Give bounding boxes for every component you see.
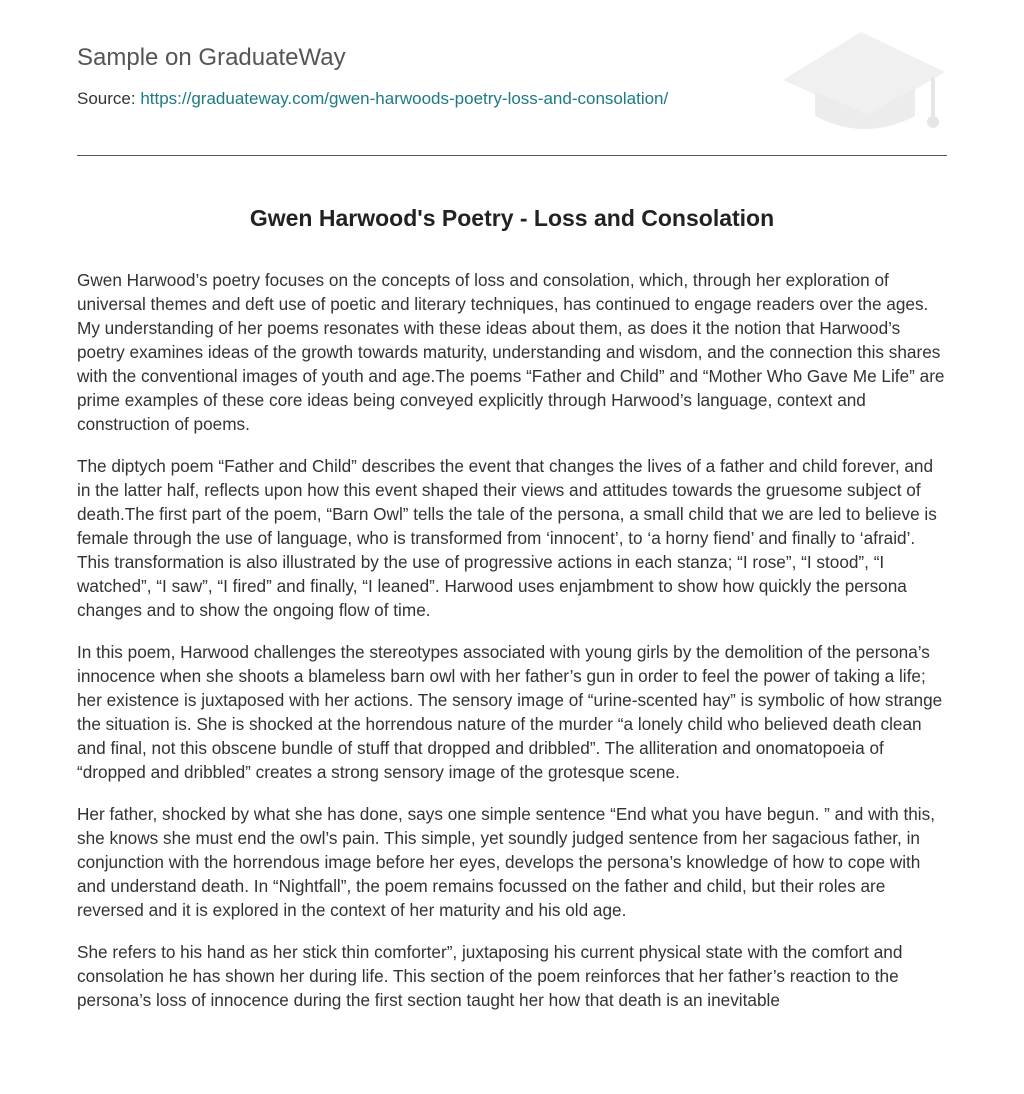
graduation-cap-icon [781, 30, 947, 134]
paragraph: In this poem, Harwood challenges the stereotypes associated with young girls by the demolition of the persona’s innocence when she shoots a blameless barn owl with her father’s gun in order to feel the power of taking a life; her existence is juxtaposed with her actions. The sensory image of “urine-scented hay” is symbolic of how strange the situation is. She is shocked at the horrendous nature of the murder “a lonely child who believed death clean and final, not this obscene bundle of stuff that dropped and dribbled”. The alliteration and onomatopoeia of “dropped and dribbled” creates a strong sensory image of the grotesque scene. [77, 642, 943, 782]
paragraph: Her father, shocked by what she has done, says one simple sentence “End what you have begun. ” and with this, she knows she must end the owl’s pain. This simple, yet soundly judged sentence from her sagacious father, in conjunction with the horrendous image before her eyes, develops the persona’s knowledge of how to cope with and understand death. In “Nightfall”, the poem remains focussed on the father and child, but their roles are reversed and it is explored in the context of her maturity and his old age. [77, 804, 935, 920]
article-body [77, 268, 949, 1038]
header-divider [77, 155, 947, 156]
document-title: Gwen Harwood's Poetry - Loss and Consolation [249, 205, 775, 231]
source-line [77, 89, 668, 109]
site-title: Sample on GraduateWay [77, 44, 346, 71]
page-header [77, 0, 947, 156]
source-link[interactable]: https://graduateway.com/gwen-harwoods-poetry-loss-and-consolation/ [140, 89, 669, 108]
paragraph: Gwen Harwood’s poetry focuses on the concepts of loss and consolation, which, through her exploration of universal themes and deft use of poetic and literary techniques, has continued to engage readers over the ages. My understanding of her poems resonates with these ideas about them, as does it the notion that Harwood’s poetry examines ideas of the growth towards maturity, understanding and wisdom, and the connection this shares with the conventional images of youth and age.The poems “Father and Child” and “Mother Who Gave Me Life” are prime examples of these core ideas being conveyed explicitly through Harwood’s language, context and construction of poems. [77, 270, 945, 434]
paragraph: She refers to his hand as her stick thin comforter”, juxtaposing his current physical state with the comfort and consolation he has shown her during life. This section of the poem reinforces that her father’s reaction to the persona’s loss of innocence during the first section taught her how that death is an inevitable [77, 942, 903, 1010]
source-label: Source: [77, 89, 136, 108]
paragraph: The diptych poem “Father and Child” describes the event that changes the lives of a father and child forever, and in the latter half, reflects upon how this event shaped their views and attitudes towards the gruesome subject of death.The first part of the poem, “Barn Owl” tells the tale of the persona, a small child that we are led to believe is female through the use of language, who is transformed from ‘innocent’, to ‘a horny fiend’ and finally to ‘afraid’. This transformation is also illustrated by the use of progressive actions in each stanza; “I rose”, “I stood”, “I watched”, “I saw”, “I fired” and finally, “I leaned”. Harwood uses enjambment to show how quickly the persona changes and to show the ongoing flow of time. [77, 456, 937, 620]
